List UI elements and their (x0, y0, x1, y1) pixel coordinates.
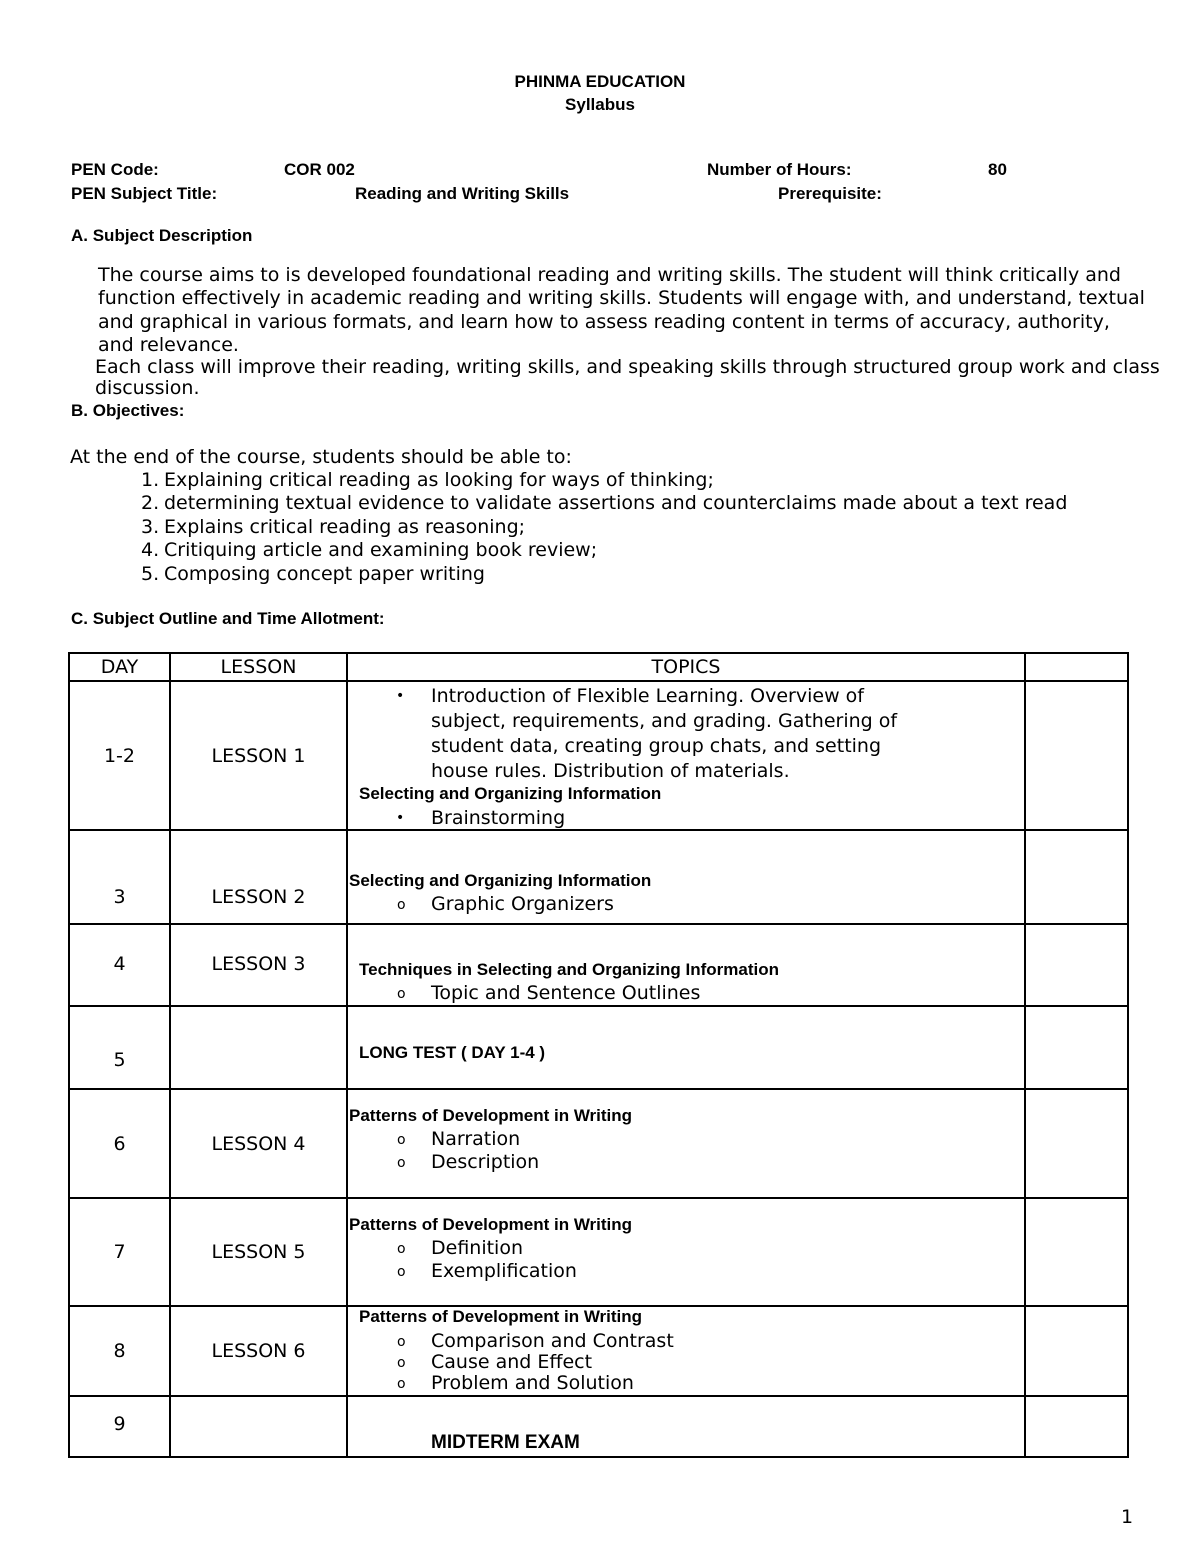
topic-heading: Patterns of Development in Writing (349, 1215, 633, 1234)
topic-item: Brainstorming (431, 807, 566, 829)
table-row (69, 1089, 1128, 1198)
pen-code-label: PEN Code: (71, 160, 159, 179)
topic-intro-line: Introduction of Flexible Learning. Overview of (431, 685, 864, 707)
topic-item: Definition (431, 1237, 524, 1259)
org-title: PHINMA EDUCATION (514, 72, 686, 91)
hollow-bullet-icon: o (397, 1241, 406, 1257)
section-b-heading: B. Objectives: (71, 401, 185, 420)
hollow-bullet-icon: o (397, 1264, 406, 1280)
description-line: The course aims to is developed foundational reading and writing skills. The student will think critically and (98, 264, 1121, 286)
objective-number: 5. (141, 563, 160, 585)
blank-cell (1025, 1198, 1128, 1306)
description-line: discussion. (95, 377, 200, 399)
table-row (69, 924, 1128, 1006)
lesson-cell: LESSON 6 (170, 1306, 347, 1396)
hours-value: 80 (988, 160, 1007, 179)
topic-item: Description (431, 1151, 540, 1173)
table-row (69, 1396, 1128, 1457)
pen-code-value: COR 002 (284, 160, 355, 179)
topics-cell (347, 1089, 1025, 1198)
column-header-day: DAY (69, 653, 170, 681)
section-a-heading: A. Subject Description (71, 226, 253, 245)
objective-text: Explains critical reading as reasoning; (164, 516, 526, 538)
table-row (69, 1198, 1128, 1306)
topic-intro-line: subject, requirements, and grading. Gathering of (431, 710, 898, 732)
objective-text: Critiquing article and examining book review; (164, 539, 598, 561)
objective-text: Composing concept paper writing (164, 563, 485, 585)
blank-cell (1025, 1089, 1128, 1198)
day-cell: 9 (69, 1396, 170, 1457)
topics-cell (347, 1198, 1025, 1306)
topic-heading: Selecting and Organizing Information (349, 871, 652, 890)
column-header-topics: TOPICS (347, 653, 1025, 681)
description-line: function effectively in academic reading and writing skills. Students will engage with, and understand, textual (98, 287, 1145, 309)
objective-number: 3. (141, 516, 160, 538)
column-header-blank (1025, 653, 1128, 681)
topic-item: Graphic Organizers (431, 893, 614, 915)
topic-intro-line: house rules. Distribution of materials. (431, 760, 790, 782)
column-header-lesson: LESSON (170, 653, 347, 681)
page-number: 1 (1121, 1506, 1134, 1528)
hollow-bullet-icon: o (397, 986, 406, 1002)
topic-heading: Techniques in Selecting and Organizing Information (359, 960, 779, 979)
day-cell: 3 (69, 830, 170, 924)
objective-number: 4. (141, 539, 160, 561)
blank-cell (1025, 1396, 1128, 1457)
topic-item: Narration (431, 1128, 521, 1150)
blank-cell (1025, 1306, 1128, 1396)
topic-item: Comparison and Contrast (431, 1330, 674, 1352)
prerequisite-label: Prerequisite: (778, 184, 882, 203)
lesson-cell (170, 1396, 347, 1457)
doc-type-title: Syllabus (565, 95, 635, 114)
objectives-intro: At the end of the course, students should be able to: (70, 446, 572, 468)
topics-cell (347, 1306, 1025, 1396)
objective-text: determining textual evidence to validate assertions and counterclaims made about a text read (164, 492, 1068, 514)
blank-cell (1025, 1006, 1128, 1089)
topic-intro-line: student data, creating group chats, and setting (431, 735, 882, 757)
day-cell: 7 (69, 1198, 170, 1306)
lesson-cell: LESSON 3 (170, 924, 347, 1006)
topic-heading: Patterns of Development in Writing (359, 1307, 643, 1326)
day-cell: 1-2 (69, 681, 170, 830)
blank-cell (1025, 924, 1128, 1006)
subject-title-value: Reading and Writing Skills (355, 184, 570, 203)
topics-cell (347, 830, 1025, 924)
section-c-heading: C. Subject Outline and Time Allotment: (71, 609, 385, 628)
objective-number: 2. (141, 492, 160, 514)
topics-cell (347, 681, 1025, 830)
filled-bullet-icon: • (396, 810, 405, 826)
hollow-bullet-icon: o (397, 1355, 406, 1371)
outline-table (68, 652, 1129, 1458)
lesson-cell (170, 1006, 347, 1089)
hollow-bullet-icon: o (397, 1132, 406, 1148)
topic-item: Topic and Sentence Outlines (431, 982, 701, 1004)
lesson-cell: LESSON 1 (170, 681, 347, 830)
lesson-cell: LESSON 5 (170, 1198, 347, 1306)
topics-cell (347, 1396, 1025, 1457)
topic-item: Exemplification (431, 1260, 577, 1282)
topic-item: Cause and Effect (431, 1351, 593, 1373)
lesson-cell: LESSON 4 (170, 1089, 347, 1198)
table-row (69, 681, 1128, 830)
description-line: and graphical in various formats, and learn how to assess reading content in terms of accuracy, authority, (98, 311, 1110, 333)
table-row (69, 1306, 1128, 1396)
hollow-bullet-icon: o (397, 897, 406, 913)
blank-cell (1025, 830, 1128, 924)
blank-cell (1025, 681, 1128, 830)
topic-heading: Patterns of Development in Writing (349, 1106, 633, 1125)
objective-text: Explaining critical reading as looking for ways of thinking; (164, 469, 714, 491)
day-cell: 6 (69, 1089, 170, 1198)
day-cell: 8 (69, 1306, 170, 1396)
table-row (69, 830, 1128, 924)
long-test-label: LONG TEST ( DAY 1-4 ) (359, 1043, 546, 1062)
subject-title-label: PEN Subject Title: (71, 184, 218, 203)
objective-number: 1. (141, 469, 160, 491)
hollow-bullet-icon: o (397, 1376, 406, 1392)
hours-label: Number of Hours: (707, 160, 852, 179)
description-line: Each class will improve their reading, writing skills, and speaking skills through structured group work and class (95, 356, 1160, 378)
topic-heading: Selecting and Organizing Information (359, 784, 662, 803)
day-cell: 5 (69, 1006, 170, 1089)
description-line: and relevance. (98, 334, 239, 356)
topics-cell (347, 1006, 1025, 1089)
lesson-cell: LESSON 2 (170, 830, 347, 924)
table-header-row (69, 653, 1128, 681)
midterm-exam-label: MIDTERM EXAM (431, 1432, 580, 1453)
day-cell: 4 (69, 924, 170, 1006)
topics-cell (347, 924, 1025, 1006)
topic-item: Problem and Solution (431, 1372, 634, 1394)
filled-bullet-icon: • (396, 688, 405, 704)
hollow-bullet-icon: o (397, 1155, 406, 1171)
table-row (69, 1006, 1128, 1089)
hollow-bullet-icon: o (397, 1334, 406, 1350)
